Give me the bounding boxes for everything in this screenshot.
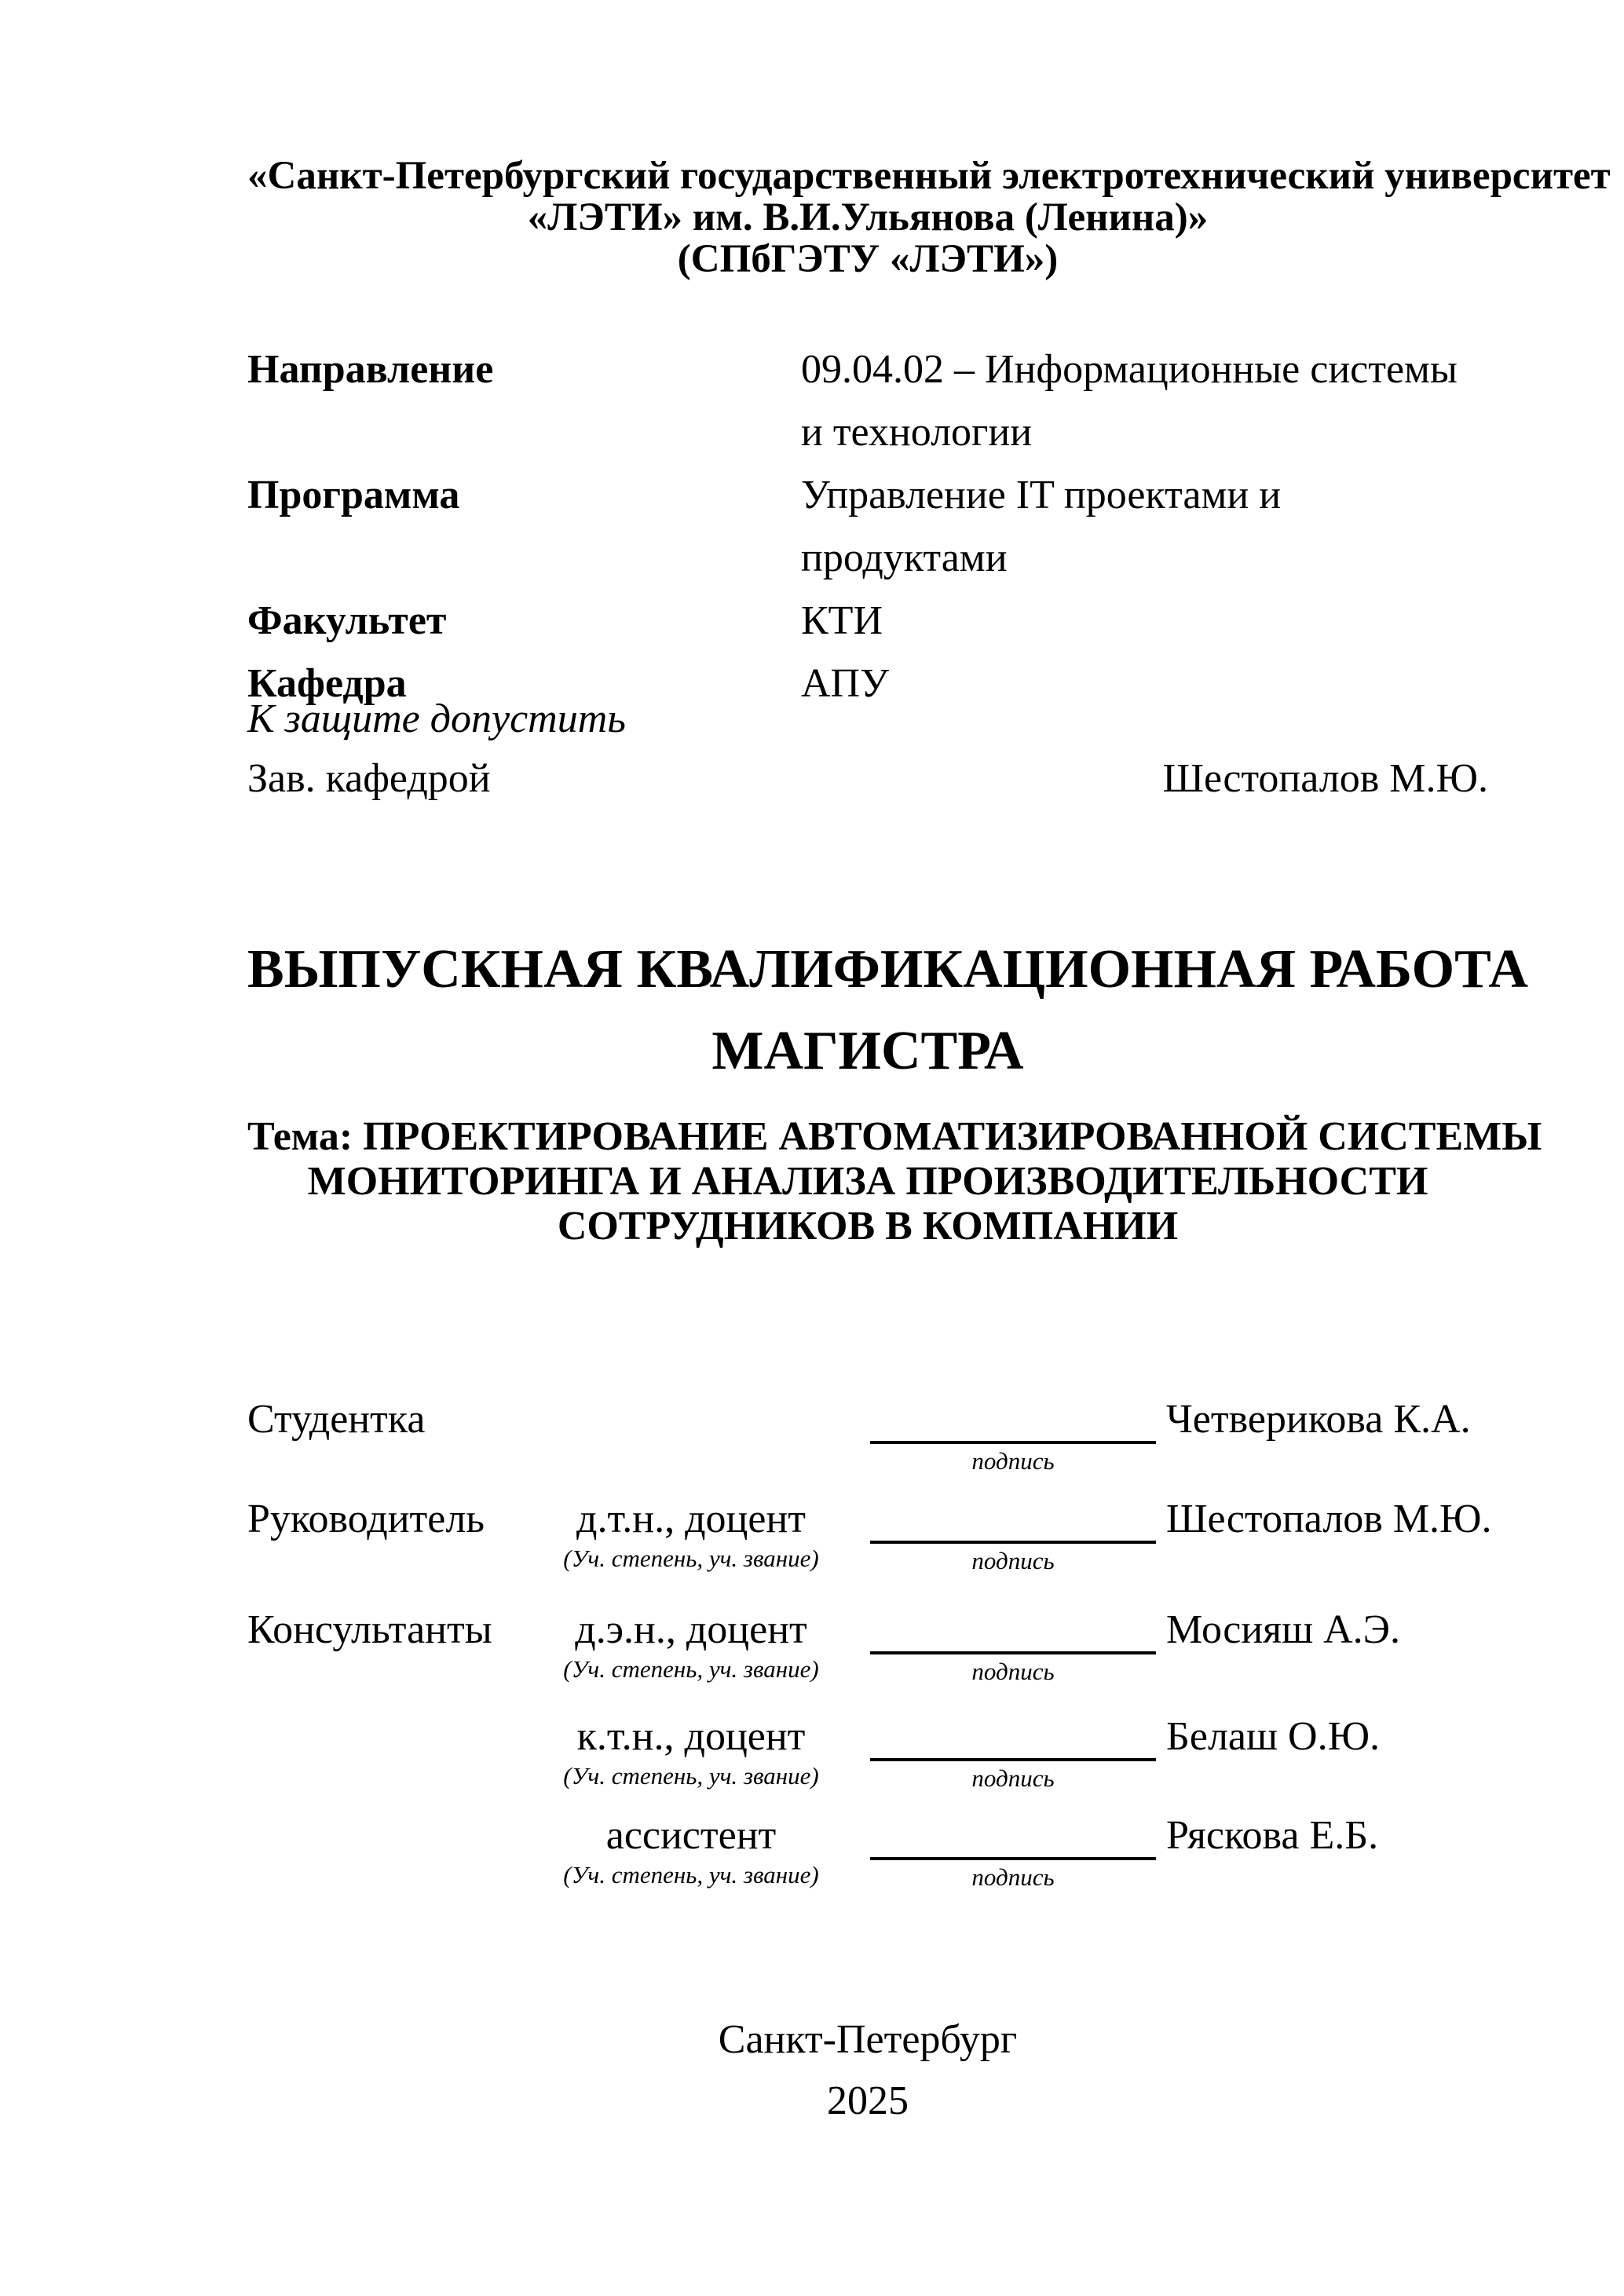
- field-label: Программа: [247, 473, 460, 517]
- admission-block: [247, 689, 1488, 809]
- university-name-line: «ЛЭТИ» им. В.И.Ульянова (Ленина)»: [527, 196, 1209, 239]
- signature-row: [247, 1399, 1488, 1475]
- signature-row: [247, 1815, 1488, 1892]
- thesis-title-line: МАГИСТРА: [711, 1021, 1024, 1081]
- role-label: Студентка: [247, 1397, 426, 1442]
- signature-hint: подпись: [971, 1658, 1055, 1685]
- thesis-topic-line: МОНИТОРИНГА И АНАЛИЗА ПРОИЗВОДИТЕЛЬНОСТИ: [307, 1159, 1428, 1204]
- signature-line: [870, 1399, 1156, 1444]
- signature-line: [870, 1610, 1156, 1654]
- role-label: [247, 1815, 534, 1858]
- signature-hint: подпись: [971, 1863, 1055, 1891]
- university-name-line: (СПбГЭТУ «ЛЭТИ»): [677, 237, 1059, 281]
- field-row-direction: [247, 338, 1488, 464]
- program-fields: [247, 338, 1488, 715]
- signature-hint: подпись: [971, 1547, 1055, 1574]
- field-row-program: [247, 464, 1488, 590]
- signer-name: Мосияш А.Э.: [1166, 1607, 1400, 1652]
- signature-row: [247, 1714, 1488, 1793]
- thesis-title-line: ВЫПУСКНАЯ КВАЛИФИКАЦИОННАЯ РАБОТА: [247, 939, 1528, 1000]
- degree-label: д.т.н., доцент: [576, 1497, 807, 1541]
- degree-hint: (Уч. степень, уч. звание): [563, 1655, 819, 1683]
- signature-line: [870, 1717, 1156, 1761]
- degree-label: [534, 1399, 848, 1442]
- degree-hint: (Уч. степень, уч. звание): [563, 1861, 819, 1888]
- signer-name: Четверикова К.А.: [1166, 1397, 1471, 1442]
- head-of-department-label: Зав. кафедрой: [247, 756, 491, 801]
- degree-label: ассистент: [605, 1813, 777, 1858]
- university-name-line: «Санкт-Петербургский государственный электротехнический университет: [247, 154, 1611, 198]
- field-value: КТИ: [801, 598, 883, 643]
- field-value: 09.04.02 – Информационные системы и технологии: [801, 347, 1458, 455]
- signature-row: [247, 1497, 1492, 1575]
- signer-name: Ряскова Е.Б.: [1166, 1813, 1379, 1858]
- signature-line: [870, 1815, 1156, 1860]
- degree-label: д.э.н., доцент: [575, 1607, 807, 1652]
- role-label: [247, 1717, 534, 1759]
- thesis-title: [247, 929, 1528, 1092]
- signature-hint: подпись: [971, 1764, 1055, 1792]
- signature-hint: подпись: [971, 1447, 1055, 1475]
- field-label: Направление: [247, 347, 494, 392]
- head-of-department-row: [247, 749, 1488, 809]
- footer: [247, 2009, 1488, 2132]
- role-label: Руководитель: [247, 1497, 485, 1541]
- thesis-topic-line: Тема: ПРОЕКТИРОВАНИЕ АВТОМАТИЗИРОВАННОЙ СИСТЕМЫ: [247, 1114, 1542, 1159]
- thesis-topic-line: СОТРУДНИКОВ В КОМПАНИИ: [557, 1204, 1179, 1249]
- field-label: Кафедра: [247, 661, 407, 706]
- signature-line: [870, 1499, 1156, 1544]
- university-header: [247, 154, 1611, 281]
- degree-label: к.т.н., доцент: [576, 1714, 806, 1759]
- degree-hint: (Уч. степень, уч. звание): [563, 1545, 819, 1572]
- degree-hint: (Уч. степень, уч. звание): [563, 1762, 819, 1790]
- signer-name: Шестопалов М.Ю.: [1166, 1497, 1492, 1541]
- admission-note: К защите допустить: [247, 696, 626, 741]
- signer-name: Белаш О.Ю.: [1166, 1714, 1381, 1759]
- city-label: Санкт-Петербург: [718, 2017, 1018, 2062]
- role-label: Консультанты: [247, 1607, 492, 1652]
- signature-row: [247, 1607, 1488, 1686]
- thesis-topic: [247, 1114, 1542, 1249]
- field-value: АПУ: [801, 661, 889, 706]
- year-label: 2025: [827, 2078, 909, 2123]
- field-row-faculty: [247, 590, 1488, 653]
- head-of-department-name: Шестопалов М.Ю.: [1162, 756, 1488, 801]
- field-value: Управление IT проектами и продуктами: [801, 473, 1282, 580]
- field-label: Факультет: [247, 598, 447, 643]
